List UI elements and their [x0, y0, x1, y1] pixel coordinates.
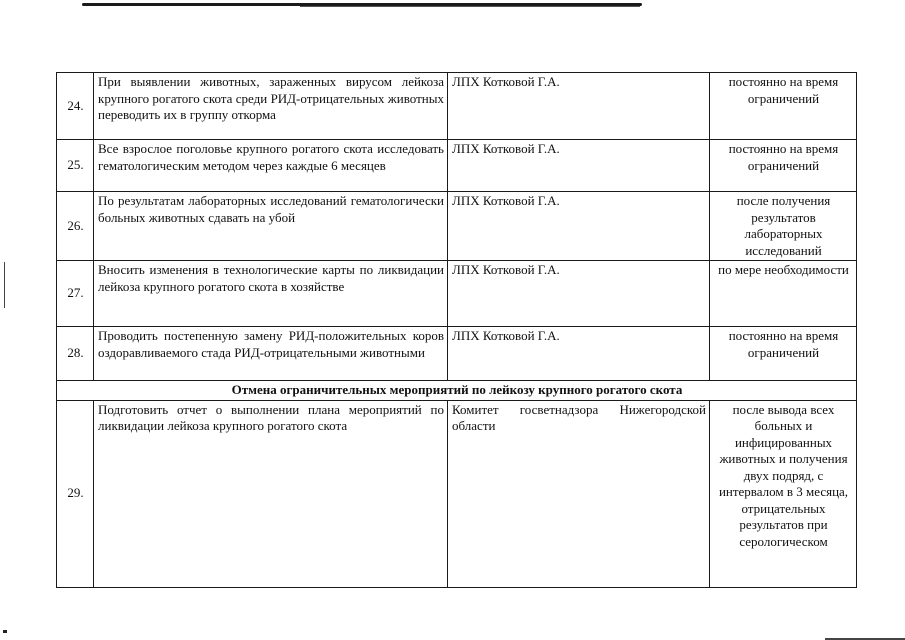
row-number: 24. [57, 73, 94, 140]
term-cell: постоянно на время ограничений [710, 73, 857, 140]
row-number: 27. [57, 261, 94, 327]
scan-artifact-dot [3, 630, 7, 633]
responsible-cell: ЛПХ Котковой Г.А. [448, 140, 710, 192]
table-row [57, 400, 857, 587]
task-cell: Все взрослое поголовье крупного рогатого скота исследовать гематологическим методом через каждые 6 месяцев [94, 140, 448, 192]
row-number: 28. [57, 327, 94, 381]
table-row [57, 261, 857, 327]
responsible-cell: Комитет госветнадзора Нижегородской области [448, 400, 710, 587]
section-heading: Отмена ограничительных мероприятий по лейкозу крупного рогатого скота [57, 381, 857, 401]
row-number: 25. [57, 140, 94, 192]
term-cell-text: после вывода всех больных и инфицированных животных и получения двух подряд, с интервалом в 3 месяца, отрицательных результатов при серологическом [718, 401, 849, 549]
task-cell: Подготовить отчет о выполнении плана мероприятий по ликвидации лейкоза крупного рогатого скота [94, 400, 448, 587]
term-cell: по мере необходимости [710, 261, 857, 327]
task-cell: Проводить постепенную замену РИД-положительных коров оздоравливаемого стада РИД-отрицательными животными [94, 327, 448, 381]
term-cell: постоянно на время ограничений [710, 327, 857, 381]
table-row [57, 327, 857, 381]
table-row [57, 140, 857, 192]
scan-artifact-left [4, 262, 5, 308]
table-row [57, 73, 857, 140]
row-number: 29. [57, 400, 94, 587]
row-number: 26. [57, 192, 94, 261]
term-cell [710, 400, 857, 587]
responsible-cell: ЛПХ Котковой Г.А. [448, 327, 710, 381]
section-row [57, 381, 857, 401]
responsible-cell: ЛПХ Котковой Г.А. [448, 192, 710, 261]
task-cell: При выявлении животных, зараженных вирусом лейкоза крупного рогатого скота среди РИД-отрицательных животных переводить их в группу откорма [94, 73, 448, 140]
measures-table [56, 72, 857, 588]
term-cell: постоянно на время ограничений [710, 140, 857, 192]
task-cell: Вносить изменения в технологические карты по ликвидации лейкоза крупного рогатого скота в хозяйстве [94, 261, 448, 327]
scan-artifact-top-thin [300, 6, 640, 7]
responsible-cell: ЛПХ Котковой Г.А. [448, 261, 710, 327]
table-row [57, 192, 857, 261]
task-cell: По результатам лабораторных исследований гематологически больных животных сдавать на убой [94, 192, 448, 261]
responsible-cell: ЛПХ Котковой Г.А. [448, 73, 710, 140]
term-cell: после получения результатов лабораторных исследований [710, 192, 857, 261]
